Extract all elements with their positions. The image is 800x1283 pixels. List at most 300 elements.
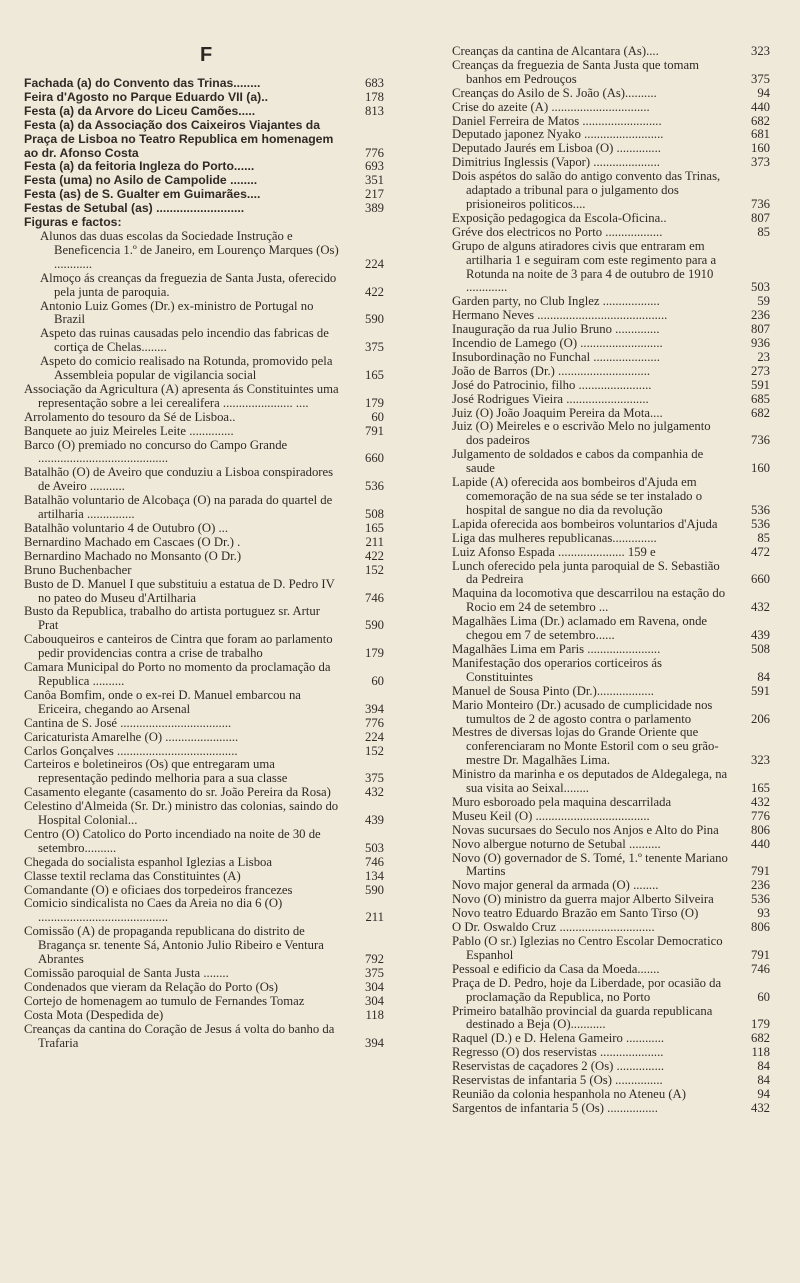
entry-title: Condenados que vieram da Relação do Porto (Os)	[24, 979, 279, 994]
entry-page-number: 394	[364, 1035, 384, 1050]
index-entry	[452, 420, 770, 448]
entry-page-number: 152	[364, 562, 384, 577]
entry-title: Comicio sindicalista no Caes da Areia no dia 6 (O) .........................................	[24, 896, 283, 925]
entry-title: Camara Municipal do Porto no momento da proclamação da Republica ..........	[24, 660, 331, 688]
index-entry	[24, 564, 384, 578]
entry-page-number: 375	[750, 71, 770, 86]
entry-title: Classe textil reclama das Constituintes (A)	[24, 868, 241, 883]
entry-title: Grupo de alguns atiradores civis que entraram em artilharia 1 e seguiram com este regimento para a Rotunda na noite de 3 para 4 de outubro de 1910 .............	[452, 238, 717, 295]
entry-title: Reservistas de caçadores 2 (Os) ...............	[452, 1059, 665, 1074]
entry-page-number: 693	[364, 159, 384, 174]
entry-page-number: 503	[364, 840, 384, 855]
entry-page-number: 84	[757, 1073, 770, 1088]
index-entry	[452, 560, 770, 588]
entry-title: Festa (a) da Arvore do Liceu Camões.....	[24, 103, 256, 118]
entry-page-number: 94	[757, 1086, 770, 1101]
index-entry	[24, 522, 384, 536]
index-entry	[452, 240, 770, 296]
index-entry	[452, 295, 770, 309]
index-entry	[24, 439, 384, 467]
entry-title: Bruno Buchenbacher	[24, 562, 132, 577]
entry-title: Associação da Agricultura (A) apresenta ás Constituintes uma representação sobre a lei cerealifera ...................... ....	[24, 381, 339, 410]
entry-title: Magalhães Lima em Paris .......................	[452, 641, 661, 656]
entry-page-number: 179	[364, 646, 384, 661]
entry-page-number: 791	[364, 423, 384, 438]
entry-title: Centro (O) Catolico do Porto incendiado na noite de 30 de setembro..........	[24, 826, 321, 855]
entry-page-number: 304	[364, 993, 384, 1008]
entry-title: Liga das mulheres republicanas..............	[452, 530, 657, 545]
entry-title: Antonio Luiz Gomes (Dr.) ex-ministro de Portugal no Brazil	[40, 298, 314, 327]
entry-title: Sargentos de infantaria 5 (Os) ................	[452, 1100, 658, 1115]
index-entry	[24, 466, 384, 494]
entry-title: Comissão paroquial de Santa Justa ........	[24, 966, 229, 980]
index-entry	[24, 91, 384, 105]
entry-page-number: 432	[750, 1100, 770, 1115]
entry-title: Reservistas de infantaria 5 (Os) ...............	[452, 1073, 663, 1088]
entry-title: Exposição pedagogica da Escola-Oficina..	[452, 210, 667, 225]
entry-title: Incendio de Lamego (O) ..........................	[452, 336, 663, 351]
entry-title: Almoço ás creanças da freguezia de Santa Justa, oferecido pela junta de paroquia.	[40, 270, 337, 299]
entry-page-number: 224	[364, 729, 384, 744]
entry-title: Comandante (O) e oficiaes dos torpedeiros francezes	[24, 882, 293, 897]
entry-page-number: 682	[750, 405, 770, 420]
entry-page-number: 682	[750, 1031, 770, 1046]
entry-page-number: 217	[364, 187, 384, 202]
entry-page-number: 792	[364, 952, 384, 967]
entry-page-number: 422	[364, 284, 384, 299]
entry-title: Cortejo de homenagem ao tumulo de Fernandes Tomaz	[24, 993, 305, 1008]
index-entry	[24, 119, 384, 161]
entry-page-number: 936	[750, 336, 770, 351]
entry-title: Alunos das duas escolas da Sociedade Instrução e Beneficencia 1.º de Janeiro, em Lourenço Marques (Os) ............	[40, 228, 339, 271]
entry-title: Busto da Republica, trabalho do artista portuguez sr. Artur Prat	[24, 604, 320, 633]
index-entry	[24, 425, 384, 439]
entry-title: Raquel (D.) e D. Helena Gameiro ............	[452, 1031, 665, 1046]
entry-title: Pessoal e edificio da Casa da Moeda.......	[452, 961, 660, 976]
entry-title: Muro esboroado pela maquina descarrilada	[452, 794, 672, 809]
index-entry	[452, 879, 770, 893]
entry-page-number: 440	[750, 836, 770, 851]
entry-title: Casamento elegante (casamento do sr. João Pereira da Rosa)	[24, 785, 331, 800]
entry-title: Mestres de diversas lojas do Grande Oriente que conferenciaram no Monte Estoril com o seu grão-mestre Dr. Magalhães Lima.	[452, 725, 719, 768]
entry-page-number: 590	[364, 312, 384, 327]
entry-page-number: 94	[757, 85, 770, 100]
index-entry	[452, 768, 770, 796]
entry-title: O Dr. Oswaldo Cruz ..............................	[452, 920, 655, 935]
entry-page-number: 536	[750, 892, 770, 907]
entry-title: Garden party, no Club Inglez ..................	[452, 294, 660, 309]
index-entry	[452, 170, 770, 212]
entry-title: João de Barros (Dr.) .............................	[452, 363, 651, 378]
entry-title: Festa (a) da feitoria Ingleza do Porto......	[24, 159, 255, 174]
entry-title: Busto de D. Manuel I que substituiu a estatua de D. Pedro IV no pateo do Museu d'Artilharia	[24, 576, 335, 605]
entry-page-number: 746	[364, 854, 384, 869]
entry-page-number: 206	[750, 711, 770, 726]
entry-page-number: 660	[364, 451, 384, 466]
entry-title: Primeiro batalhão provincial da guarda republicana destinado a Beja (O)...........	[452, 1003, 713, 1032]
entry-title: Magalhães Lima (Dr.) aclamado em Ravena, onde chegou em 7 de setembro......	[452, 614, 708, 643]
entry-page-number: 508	[750, 641, 770, 656]
entry-title: Gréve dos electricos no Porto ..................	[452, 224, 663, 239]
index-entry	[24, 550, 384, 564]
index-entry	[452, 365, 770, 379]
entry-title: Reunião da colonia hespanhola no Ateneu (A)	[452, 1086, 686, 1101]
index-entry	[24, 230, 384, 272]
entry-page-number: 134	[364, 868, 384, 883]
index-entry	[24, 578, 384, 606]
index-entry	[452, 532, 770, 546]
index-entry	[452, 448, 770, 476]
entry-title: Inauguração da rua Julio Bruno ..............	[452, 322, 660, 337]
entry-title: Novo (O) ministro da guerra major Alberto Silveira	[452, 892, 714, 907]
entry-page-number: 351	[364, 173, 384, 188]
index-entry	[452, 1046, 770, 1060]
entry-title: Creanças da cantina de Alcantara (As)....	[452, 44, 659, 58]
entry-page-number: 440	[750, 99, 770, 114]
entry-page-number: 536	[750, 516, 770, 531]
entry-page-number: 165	[750, 781, 770, 796]
index-entry	[452, 699, 770, 727]
entry-page-number: 224	[364, 256, 384, 271]
entry-page-number: 160	[750, 461, 770, 476]
entry-title: Lapide (A) oferecida aos bombeiros d'Ajuda em comemoração de na sua séde se ter instalado o hospital de sangue no dia da revolução	[452, 475, 703, 517]
entry-title: Juiz (O) João Joaquim Pereira da Mota....	[452, 405, 663, 420]
index-entry	[24, 300, 384, 328]
entry-title: Deputado japonez Nyako .........................	[452, 127, 664, 142]
entry-page-number: 84	[757, 1059, 770, 1074]
index-entry	[24, 800, 384, 828]
entry-title: Festa (a) da Associação dos Caixeiros Viajantes da Praça de Lisboa no Teatro Republica em homenagem ao dr. Afonso Costa	[24, 117, 334, 160]
entry-title: Fachada (a) do Convento das Trinas........	[24, 76, 261, 90]
entry-title: Cantina de S. José ...................................	[24, 715, 232, 730]
entry-title: Juiz (O) Meireles e o escrivão Melo no julgamento dos padeiros	[452, 419, 711, 448]
entry-title: Maquina da locomotiva que descarrilou na estação do Rocio em 24 de setembro ...	[452, 586, 726, 615]
entry-title: Figuras e factos:	[24, 215, 122, 230]
index-entry	[452, 838, 770, 852]
index-entry	[452, 977, 770, 1005]
index-entry	[452, 810, 770, 824]
entry-page-number: 60	[757, 989, 770, 1004]
entry-title: Lunch oferecido pela junta paroquial de S. Sebastião da Pedreira	[452, 558, 720, 587]
entry-title: Carteiros e boletineiros (Os) que entregaram uma representação pedindo melhoria para a sua classe	[24, 757, 288, 786]
entry-title: Novo teatro Eduardo Brazão em Santo Tirso (O)	[452, 906, 699, 921]
entry-title: Festa (as) de S. Gualter em Guimarães....	[24, 187, 261, 202]
index-entry	[452, 963, 770, 977]
index-entry	[24, 1009, 384, 1023]
entry-title: Feira d'Agosto no Parque Eduardo VII (a)..	[24, 89, 268, 104]
index-entry	[452, 393, 770, 407]
entry-page-number: 160	[750, 141, 770, 156]
entry-page-number: 179	[364, 395, 384, 410]
entry-title: Arrolamento do tesouro da Sé de Lisboa..	[24, 409, 236, 424]
entry-title: Deputado Jaurés em Lisboa (O) ..............	[452, 141, 661, 156]
entry-page-number: 807	[750, 322, 770, 337]
entry-page-number: 375	[364, 771, 384, 786]
index-entry	[24, 967, 384, 981]
entry-page-number: 236	[750, 878, 770, 893]
entry-page-number: 373	[750, 155, 770, 170]
index-entry	[24, 828, 384, 856]
index-entry	[452, 323, 770, 337]
entry-title: Novo major general da armada (O) ........	[452, 878, 659, 893]
entry-title: Batalhão voluntario de Alcobaça (O) na parada do quartel de artilharia ...............	[24, 493, 333, 522]
entry-title: Aspeto das ruinas causadas pelo incendio das fabricas de cortiça de Chelas........	[40, 326, 329, 355]
index-entry	[452, 1088, 770, 1102]
entry-title: Creanças do Asilo de S. João (As)..........	[452, 85, 657, 100]
entry-title: Novo (O) governador de S. Tomé, 1.º tenente Mariano Martins	[452, 850, 728, 879]
index-entry	[452, 685, 770, 699]
entry-title: Festa (uma) no Asilo de Campolide ........	[24, 173, 258, 188]
entry-page-number: 118	[751, 1045, 770, 1060]
index-entry	[24, 411, 384, 425]
entry-page-number: 179	[750, 1017, 770, 1032]
entry-title: Canôa Bomfim, onde o ex-rei D. Manuel embarcou na Ericeira, chegando ao Arsenal	[24, 687, 301, 716]
entry-page-number: 375	[364, 966, 384, 980]
index-entry	[24, 745, 384, 759]
entry-title: Bernardino Machado em Cascaes (O Dr.) .	[24, 534, 241, 549]
index-entry	[452, 726, 770, 768]
index-entry	[452, 893, 770, 907]
entry-page-number: 682	[750, 113, 770, 128]
index-entry	[24, 202, 384, 216]
index-entry	[452, 657, 770, 685]
entry-page-number: 439	[364, 813, 384, 828]
entry-title: Creanças da cantina do Coração de Jesus á volta do banho da Trafaria	[24, 1021, 335, 1050]
entry-title: Cabouqueiros e canteiros de Cintra que foram ao parlamento pedir providencias contra a crise de trabalho	[24, 632, 333, 661]
entry-page-number: 422	[364, 548, 384, 563]
right-index-column	[452, 45, 770, 1116]
index-entry	[452, 87, 770, 101]
index-entry	[24, 355, 384, 383]
entry-title: Comissão (A) de propaganda republicana do distrito de Bragança sr. tenente Sá, Antonio Julio Ribeiro e Ventura Abrantes	[24, 924, 324, 967]
index-entry	[24, 1023, 384, 1051]
entry-title: Novas sucursaes do Seculo nos Anjos e Alto do Pina	[452, 822, 719, 837]
entry-page-number: 591	[750, 377, 770, 392]
entry-title: Festas de Setubal (as) ..........................	[24, 201, 245, 216]
entry-page-number: 389	[364, 201, 384, 216]
entry-page-number: 375	[364, 340, 384, 355]
index-entry	[452, 935, 770, 963]
index-entry	[452, 643, 770, 657]
entry-title: José Rodrigues Vieira ..........................	[452, 391, 649, 406]
entry-page-number: 736	[750, 433, 770, 448]
index-letter-heading: F	[200, 44, 214, 66]
index-entry	[452, 1102, 770, 1116]
entry-page-number: 472	[750, 544, 770, 559]
index-entry	[452, 1060, 770, 1074]
index-entry	[24, 174, 384, 188]
entry-page-number: 85	[757, 530, 770, 545]
index-entry	[24, 925, 384, 967]
entry-title: Carlos Gonçalves ......................................	[24, 743, 238, 758]
index-entry	[452, 379, 770, 393]
entry-page-number: 536	[364, 479, 384, 494]
entry-title: Julgamento de soldados e cabos da companhia de saude	[452, 447, 704, 476]
index-entry	[452, 587, 770, 615]
entry-page-number: 683	[364, 76, 384, 90]
index-entry	[452, 1074, 770, 1088]
entry-page-number: 791	[750, 864, 770, 879]
entry-page-number: 806	[750, 822, 770, 837]
index-entry	[24, 981, 384, 995]
entry-page-number: 432	[364, 785, 384, 800]
entry-page-number: 59	[757, 294, 770, 309]
entry-page-number: 323	[750, 44, 770, 58]
index-entry	[24, 272, 384, 300]
index-entry	[452, 212, 770, 226]
entry-page-number: 439	[750, 628, 770, 643]
index-entry	[452, 796, 770, 810]
index-entry	[452, 128, 770, 142]
entry-title: Pablo (O sr.) Iglezias no Centro Escolar Democratico Espanhol	[452, 934, 723, 962]
entry-page-number: 807	[750, 210, 770, 225]
entry-title: Batalhão voluntario 4 de Outubro (O) ...	[24, 521, 229, 535]
index-entry	[452, 156, 770, 170]
entry-title: José do Patrocinio, filho .......................	[452, 377, 652, 392]
index-entry	[452, 546, 770, 560]
entry-title: Daniel Ferreira de Matos .........................	[452, 113, 662, 128]
index-entry	[452, 1032, 770, 1046]
entry-page-number: 681	[750, 127, 770, 142]
index-entry	[452, 907, 770, 921]
index-entry	[452, 142, 770, 156]
index-entry	[24, 605, 384, 633]
entry-page-number: 736	[750, 196, 770, 211]
entry-page-number: 791	[750, 947, 770, 962]
index-entry	[452, 615, 770, 643]
entry-page-number: 85	[757, 224, 770, 239]
entry-page-number: 60	[371, 673, 384, 688]
entry-page-number: 432	[750, 794, 770, 809]
index-entry	[452, 518, 770, 532]
entry-page-number: 806	[750, 920, 770, 935]
index-entry	[24, 661, 384, 689]
entry-page-number: 508	[364, 507, 384, 522]
index-entry	[452, 309, 770, 323]
entry-title: Manuel de Sousa Pinto (Dr.)..................	[452, 683, 654, 698]
entry-page-number: 84	[757, 669, 770, 684]
entry-page-number: 23	[757, 349, 770, 364]
entry-title: Creanças da freguezia de Santa Justa que tomam banhos em Pedrouços	[452, 57, 699, 86]
entry-page-number: 178	[364, 89, 384, 104]
index-entry	[24, 731, 384, 745]
entry-page-number: 590	[364, 882, 384, 897]
index-entry	[24, 216, 384, 230]
entry-page-number: 394	[364, 701, 384, 716]
index-entry	[24, 897, 384, 925]
index-entry	[24, 188, 384, 202]
index-entry	[452, 921, 770, 935]
entry-title: Ministro da marinha e os deputados de Aldegalega, na sua visita ao Seixal........	[452, 767, 728, 796]
index-entry	[24, 383, 384, 411]
index-entry	[452, 852, 770, 880]
index-entry	[24, 494, 384, 522]
entry-page-number: 746	[750, 961, 770, 976]
entry-title: Dimitrius Inglessis (Vapor) .....................	[452, 155, 660, 170]
index-entry	[24, 689, 384, 717]
index-entry	[24, 786, 384, 800]
index-entry	[24, 160, 384, 174]
entry-title: Novo albergue noturno de Setubal ..........	[452, 836, 661, 851]
entry-page-number: 590	[364, 618, 384, 633]
index-entry	[452, 59, 770, 87]
index-entry	[24, 105, 384, 119]
entry-page-number: 685	[750, 391, 770, 406]
index-entry	[452, 115, 770, 129]
index-entry	[452, 351, 770, 365]
entry-page-number: 536	[750, 502, 770, 517]
index-entry	[452, 101, 770, 115]
entry-title: Crise do azeite (A) ...............................	[452, 99, 650, 114]
entry-page-number: 165	[364, 521, 384, 535]
index-entry	[24, 717, 384, 731]
entry-page-number: 591	[750, 683, 770, 698]
entry-title: Mario Monteiro (Dr.) acusado de cumplicidade nos tumultos de 2 de agosto contra o parlamento	[452, 697, 713, 726]
index-entry	[24, 77, 384, 91]
index-entry	[452, 45, 770, 59]
entry-title: Costa Mota (Despedida de)	[24, 1007, 164, 1022]
entry-title: Hermano Neves .........................................	[452, 308, 668, 323]
index-entry	[24, 327, 384, 355]
entry-page-number: 93	[757, 906, 770, 921]
index-entry	[24, 536, 384, 550]
entry-page-number: 323	[750, 753, 770, 768]
index-entry	[24, 870, 384, 884]
entry-title: Chegada do socialista espanhol Iglezias a Lisboa	[24, 854, 273, 869]
entry-page-number: 152	[364, 743, 384, 758]
entry-page-number: 776	[364, 715, 384, 730]
index-entry	[24, 758, 384, 786]
entry-title: Aspeto do comicio realisado na Rotunda, promovido pela Assembleia popular de vigilancia social	[40, 354, 333, 383]
index-entry	[24, 856, 384, 870]
left-index-column	[24, 77, 384, 1050]
entry-title: Manifestação dos operarios corticeiros ás Constituintes	[452, 655, 662, 684]
index-entry	[452, 337, 770, 351]
entry-page-number: 165	[364, 368, 384, 383]
index-entry	[452, 476, 770, 518]
index-entry	[452, 1005, 770, 1033]
entry-title: Bernardino Machado no Monsanto (O Dr.)	[24, 548, 242, 563]
entry-title: Museu Keil (O) ....................................	[452, 808, 650, 823]
entry-page-number: 503	[750, 280, 770, 295]
entry-title: Regresso (O) dos reservistas ....................	[452, 1045, 664, 1060]
entry-page-number: 432	[750, 600, 770, 615]
index-entry	[24, 633, 384, 661]
entry-title: Lapida oferecida aos bombeiros voluntarios d'Ajuda	[452, 516, 718, 531]
index-entry	[452, 226, 770, 240]
entry-page-number: 236	[750, 308, 770, 323]
entry-page-number: 211	[365, 534, 384, 549]
entry-page-number: 60	[371, 409, 384, 424]
entry-title: Banquete ao juiz Meireles Leite ..............	[24, 423, 234, 438]
entry-page-number: 746	[364, 590, 384, 605]
entry-title: Caricaturista Amarelhe (O) .......................	[24, 729, 239, 744]
entry-title: Praça de D. Pedro, hoje da Liberdade, por ocasião da proclamação da Republica, no Porto	[452, 975, 722, 1004]
entry-page-number: 660	[750, 572, 770, 587]
index-entry	[452, 407, 770, 421]
entry-title: Insubordinação no Funchal .....................	[452, 349, 660, 364]
entry-title: Batalhão (O) de Aveiro que conduziu a Lisboa conspiradores de Aveiro ...........	[24, 465, 334, 494]
entry-page-number: 776	[750, 808, 770, 823]
index-entry	[24, 995, 384, 1009]
entry-title: Luiz Afonso Espada ..................... 159 e	[452, 544, 656, 559]
index-entry	[452, 824, 770, 838]
entry-page-number: 304	[364, 979, 384, 994]
entry-page-number: 211	[365, 910, 384, 925]
entry-page-number: 776	[364, 145, 384, 160]
entry-title: Barco (O) premiado no concurso do Campo Grande .........................................	[24, 437, 288, 466]
entry-page-number: 118	[365, 1007, 384, 1022]
